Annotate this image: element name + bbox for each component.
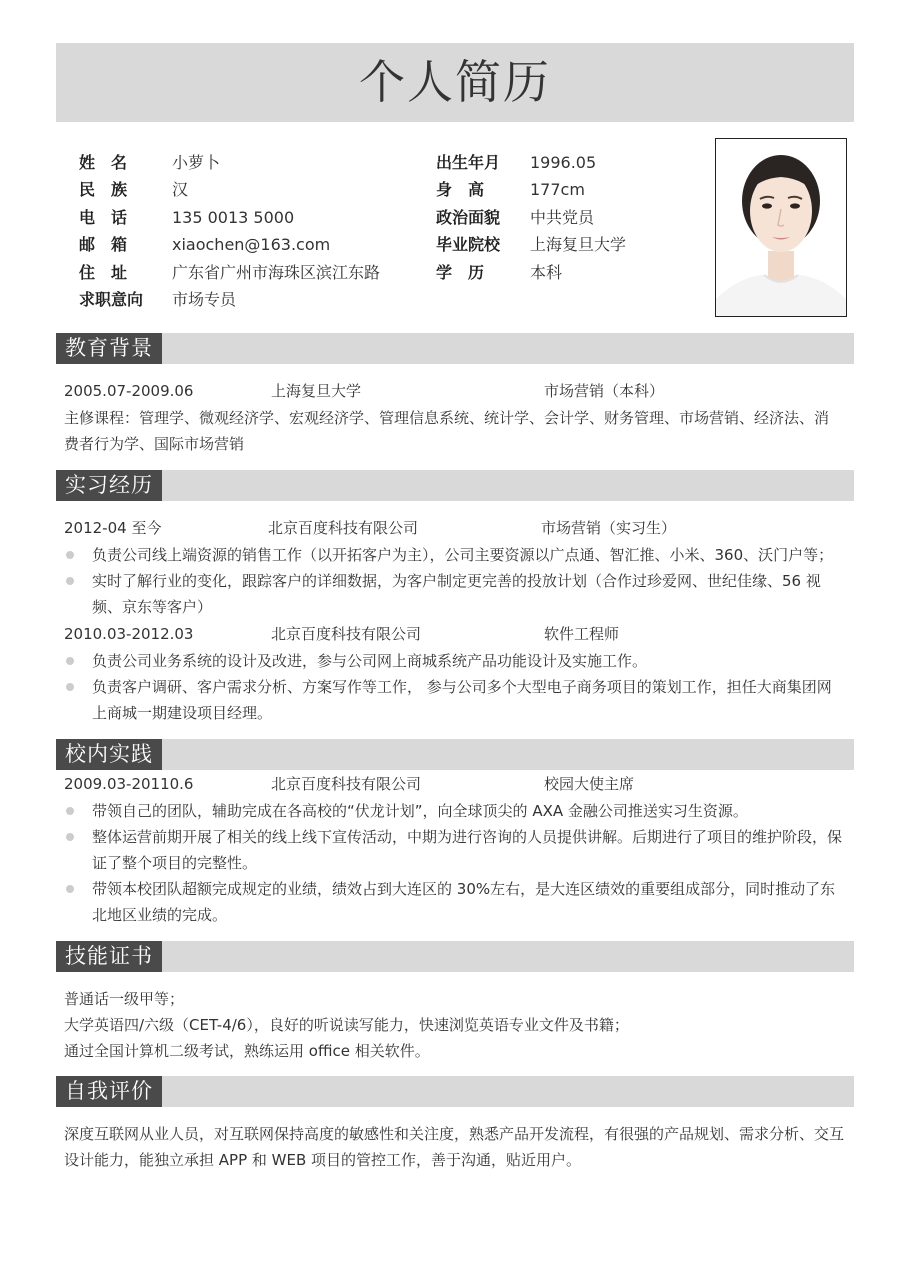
value-height: 177cm (530, 180, 585, 199)
skill-line: 大学英语四/六级（CET-4/6），良好的听说读写能力，快速浏览英语专业文件及书籍； (64, 1016, 629, 1034)
section-heading-education: 教育背景 (56, 333, 162, 364)
value-email: xiaochen@163.com (172, 235, 331, 254)
label-degree: 学 历 (436, 263, 485, 282)
info-row (0, 176, 700, 203)
education-period: 2005.07-2009.06 (64, 382, 194, 400)
value-school: 上海复旦大学 (530, 235, 627, 254)
info-row (0, 231, 700, 258)
job-role: 市场营销（实习生） (541, 519, 677, 537)
label-school: 毕业院校 (436, 235, 501, 254)
section-campus (56, 739, 854, 770)
list-item: 负责公司业务系统的设计及改进，参与公司网上商城系统产品功能设计及实施工作。 (64, 648, 846, 674)
list-item: 负责客户调研、客户需求分析、方案写作等工作， 参与公司多个大型电子商务项目的策划工作，担任大商集团网上商城一期建设项目经理。 (64, 674, 846, 726)
section-heading-internship: 实习经历 (56, 470, 162, 501)
job-period: 2010.03-2012.03 (64, 625, 194, 643)
list-item: 带领本校团队超额完成规定的业绩，绩效占到大连区的 30%左右，是大连区绩效的重要组成部分，同时推动了东北地区业绩的完成。 (64, 876, 846, 928)
education-entry (64, 378, 665, 404)
label-phone: 电 话 (79, 208, 128, 227)
job-entry (64, 621, 620, 647)
job-entry (64, 515, 677, 541)
value-political: 中共党员 (530, 208, 595, 227)
bullet-icon (66, 833, 74, 841)
education-courses-line1: 主修课程：管理学、微观经济学、宏观经济学、管理信息系统、统计学、会计学、财务管理、市场营销、经济法、消 (64, 409, 830, 427)
education-courses-line2: 费者行为学、国际市场营销 (64, 435, 245, 453)
skill-line: 通过全国计算机二级考试，熟练运用 office 相关软件。 (64, 1042, 430, 1060)
info-row (0, 286, 700, 313)
label-height: 身 高 (436, 180, 485, 199)
label-name: 姓 名 (79, 153, 128, 172)
self-evaluation-text: 深度互联网从业人员，对互联网保持高度的敏感性和关注度，熟悉产品开发流程，有很强的产品规划、需求分析、交互设计能力，能独立承担 APP 和 WEB 项目的管控工作，善于沟通，贴近用户。 (64, 1125, 845, 1169)
education-major: 市场营销（本科） (544, 382, 665, 400)
value-phone: 135 0013 5000 (172, 208, 295, 227)
section-heading-campus: 校内实践 (56, 739, 162, 770)
value-address: 广东省广州市海珠区滨江东路 (172, 263, 381, 282)
value-name: 小萝卜 (172, 153, 221, 172)
section-education (56, 333, 854, 364)
campus-period: 2009.03-20110.6 (64, 775, 194, 793)
list-item: 带领自己的团队，辅助完成在各高校的“伏龙计划”，向全球顶尖的 AXA 金融公司推送实习生资源。 (64, 798, 846, 824)
value-objective: 市场专员 (172, 290, 237, 309)
list-item: 负责公司线上端资源的销售工作（以开拓客户为主），公司主要资源以广点通、智汇推、小米、360、沃门户等； (64, 542, 846, 568)
skill-line: 普通话一级甲等； (64, 990, 185, 1008)
campus-entry (64, 771, 635, 797)
bullet-icon (66, 683, 74, 691)
value-birth: 1996.05 (530, 153, 597, 172)
label-ethnicity: 民 族 (79, 180, 128, 199)
profile-photo (715, 138, 847, 317)
job-period: 2012-04 至今 (64, 519, 162, 537)
portrait-image (716, 139, 846, 316)
education-school: 上海复旦大学 (271, 382, 362, 400)
list-item: 实时了解行业的变化，跟踪客户的详细数据，为客户制定更完善的投放计划（合作过珍爱网、世纪佳缘、56 视频、京东等客户） (64, 568, 846, 620)
section-skills (56, 941, 854, 972)
bullet-icon (66, 885, 74, 893)
info-row (0, 204, 700, 231)
value-degree: 本科 (530, 263, 563, 282)
label-political: 政治面貌 (436, 208, 501, 227)
label-birth: 出生年月 (436, 153, 501, 172)
info-row (0, 259, 700, 286)
section-self-evaluation (56, 1076, 854, 1107)
job-company: 北京百度科技有限公司 (271, 625, 422, 643)
label-address: 住 址 (79, 263, 128, 282)
bullet-icon (66, 807, 74, 815)
title-bar (56, 43, 854, 122)
section-internship (56, 470, 854, 501)
value-ethnicity: 汉 (172, 180, 189, 199)
bullet-icon (66, 551, 74, 559)
job-company: 北京百度科技有限公司 (268, 519, 419, 537)
page-title: 个人简历 (359, 55, 551, 109)
section-heading-skills: 技能证书 (56, 941, 162, 972)
bullet-icon (66, 657, 74, 665)
campus-company: 北京百度科技有限公司 (271, 775, 422, 793)
list-item: 整体运营前期开展了相关的线上线下宣传活动，中期为进行咨询的人员提供讲解。后期进行了项目的维护阶段，保证了整个项目的完整性。 (64, 824, 846, 876)
job-role: 软件工程师 (544, 625, 620, 643)
bullet-icon (66, 577, 74, 585)
info-row (0, 149, 700, 176)
section-heading-self-evaluation: 自我评价 (56, 1076, 162, 1107)
campus-role: 校园大使主席 (544, 775, 635, 793)
label-email: 邮 箱 (79, 235, 128, 254)
label-objective: 求职意向 (79, 290, 144, 309)
